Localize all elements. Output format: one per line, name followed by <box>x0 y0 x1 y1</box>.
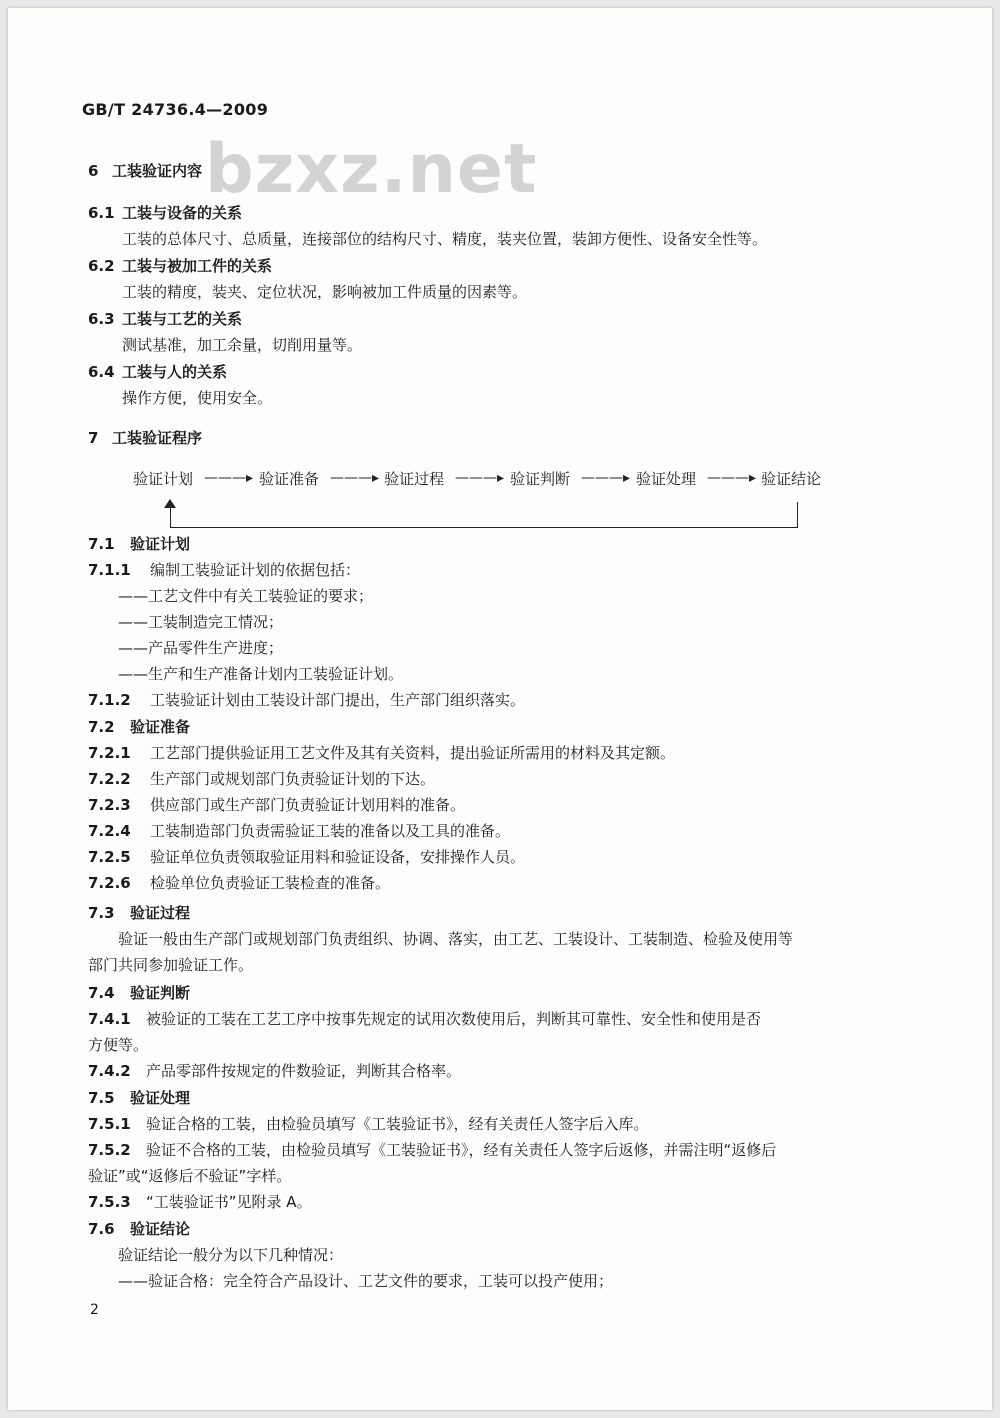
list-item: ——工装制造完工情况； <box>118 613 284 631</box>
clause-text: 验证不合格的工装，由检验员填写《工装验证书》，经有关责任人签字后返修，并需注明“返修后 <box>146 1141 777 1159</box>
clause-title: 工装与被加工件的关系 <box>122 257 273 275</box>
clause-title: 验证计划 <box>130 535 191 553</box>
clause-text: 被验证的工装在工艺工序中按事先规定的试用次数使用后，判断其可靠性、安全性和使用是否 <box>146 1010 762 1028</box>
clause-7-2-1 <box>88 742 675 763</box>
clause-number: 7.2.4 <box>88 822 131 840</box>
clause-number: 6.1 <box>88 204 115 222</box>
clause-7-4-2 <box>88 1060 461 1081</box>
clause-text: 编制工装验证计划的依据包括： <box>150 561 361 579</box>
clause-7-2-heading <box>88 716 190 737</box>
clause-6-2-text: 工装的精度，装夹、定位状况，影响被加工件质量的因素等。 <box>122 283 528 301</box>
flow-feedback-arrowhead <box>164 499 176 508</box>
clause-text: 产品零部件按规定的件数验证，判断其合格率。 <box>146 1062 462 1080</box>
section-number: 6 <box>88 162 99 180</box>
flow-step-prepare: 验证准备 <box>259 470 320 488</box>
watermark: bzxz.net <box>205 130 538 209</box>
clause-7-2-6 <box>88 872 390 893</box>
clause-7-5-2-line2: 验证”或“返修后不验证”字样。 <box>88 1167 292 1185</box>
clause-7-4-heading <box>88 982 190 1003</box>
clause-number: 7.2 <box>88 718 115 736</box>
clause-title: 验证判断 <box>130 984 191 1002</box>
clause-6-4-text: 操作方便，使用安全。 <box>122 389 273 407</box>
clause-number: 7.1.2 <box>88 691 131 709</box>
flow-step-judge: 验证判断 <box>510 470 571 488</box>
clause-number: 7.6 <box>88 1220 115 1238</box>
list-item: ——工艺文件中有关工装验证的要求； <box>118 587 374 605</box>
section-7-heading <box>88 427 202 448</box>
clause-number: 7.2.6 <box>88 874 131 892</box>
clause-text: 检验单位负责验证工装检查的准备。 <box>150 874 391 892</box>
clause-7-6-intro: 验证结论一般分为以下几种情况： <box>118 1246 344 1264</box>
clause-7-1-2 <box>88 689 525 710</box>
clause-text: 生产部门或规划部门负责验证计划的下达。 <box>150 770 436 788</box>
clause-6-3-heading <box>88 308 242 329</box>
flow-step-plan: 验证计划 <box>133 470 194 488</box>
clause-text: 工装验证计划由工装设计部门提出，生产部门组织落实。 <box>150 691 526 709</box>
clause-number: 7.5.3 <box>88 1193 131 1211</box>
clause-text: 验证合格的工装，由检验员填写《工装验证书》，经有关责任人签字后入库。 <box>146 1115 649 1133</box>
standard-number: GB/T 24736.4—2009 <box>82 100 269 119</box>
clause-7-3-text-line1: 验证一般由生产部门或规划部门负责组织、协调、落实，由工艺、工装设计、工装制造、检验及使用等 <box>118 930 794 948</box>
clause-title: 工装与工艺的关系 <box>122 310 243 328</box>
clause-number: 7.5.1 <box>88 1115 131 1133</box>
clause-7-3-text-line2: 部门共同参加验证工作。 <box>88 956 254 974</box>
flow-step-handle: 验证处理 <box>636 470 697 488</box>
clause-7-2-5 <box>88 846 525 867</box>
clause-number: 7.1 <box>88 535 115 553</box>
clause-number: 7.5.2 <box>88 1141 131 1159</box>
clause-number: 7.2.2 <box>88 770 131 788</box>
section-title: 工装验证程序 <box>112 429 203 447</box>
clause-6-3-text: 测试基准，加工余量，切削用量等。 <box>122 336 363 354</box>
section-number: 7 <box>88 429 99 447</box>
clause-7-5-heading <box>88 1087 190 1108</box>
list-item: ——产品零件生产进度； <box>118 639 284 657</box>
clause-number: 7.2.5 <box>88 848 131 866</box>
clause-6-1-heading <box>88 202 242 223</box>
clause-7-2-3 <box>88 794 465 815</box>
clause-7-4-1 <box>88 1008 761 1029</box>
clause-6-1-text: 工装的总体尺寸、总质量，连接部位的结构尺寸、精度，装夹位置，装卸方便性、设备安全性等。 <box>122 230 768 248</box>
clause-number: 7.5 <box>88 1089 115 1107</box>
flow-arrow: ———▸ <box>455 470 505 486</box>
flow-step-conclusion: 验证结论 <box>761 470 822 488</box>
flow-arrow: ———▸ <box>581 470 631 486</box>
list-item: ——验证合格：完全符合产品设计、工艺文件的要求，工装可以投产使用； <box>118 1272 614 1290</box>
flow-arrow: ———▸ <box>204 470 254 486</box>
clause-7-4-1-line2: 方便等。 <box>88 1036 149 1054</box>
clause-6-4-heading <box>88 361 227 382</box>
clause-text: 工艺部门提供验证用工艺文件及其有关资料，提出验证所需用的材料及其定额。 <box>150 744 676 762</box>
section-6-heading <box>88 160 202 181</box>
clause-number: 6.2 <box>88 257 115 275</box>
clause-number: 7.4 <box>88 984 115 1002</box>
flow-feedback-line <box>170 502 798 528</box>
clause-number: 7.1.1 <box>88 561 131 579</box>
flow-step-process: 验证过程 <box>384 470 445 488</box>
clause-text: 供应部门或生产部门负责验证计划用料的准备。 <box>150 796 466 814</box>
clause-title: 验证准备 <box>130 718 191 736</box>
clause-7-6-heading <box>88 1218 190 1239</box>
clause-number: 7.4.2 <box>88 1062 131 1080</box>
clause-title: 工装与人的关系 <box>122 363 228 381</box>
flow-arrow: ———▸ <box>330 470 380 486</box>
clause-text: “工装验证书”见附录 A。 <box>146 1193 312 1211</box>
page-number: 2 <box>90 1302 99 1318</box>
clause-title: 验证结论 <box>130 1220 191 1238</box>
clause-title: 工装与设备的关系 <box>122 204 243 222</box>
flow-arrow: ———▸ <box>707 470 757 486</box>
clause-7-1-heading <box>88 533 190 554</box>
clause-title: 验证处理 <box>130 1089 191 1107</box>
clause-number: 6.3 <box>88 310 115 328</box>
clause-number: 7.3 <box>88 904 115 922</box>
clause-7-2-2 <box>88 768 435 789</box>
clause-title: 验证过程 <box>130 904 191 922</box>
clause-number: 6.4 <box>88 363 115 381</box>
clause-number: 7.4.1 <box>88 1010 131 1028</box>
clause-text: 验证单位负责领取验证用料和验证设备，安排操作人员。 <box>150 848 526 866</box>
clause-7-1-1 <box>88 559 360 580</box>
clause-7-2-4 <box>88 820 510 841</box>
clause-7-5-3 <box>88 1191 312 1212</box>
list-item: ——生产和生产准备计划内工装验证计划。 <box>118 665 404 683</box>
clause-number: 7.2.3 <box>88 796 131 814</box>
clause-7-3-heading <box>88 902 190 923</box>
clause-6-2-heading <box>88 255 272 276</box>
section-title: 工装验证内容 <box>112 162 203 180</box>
clause-number: 7.2.1 <box>88 744 131 762</box>
clause-7-5-2 <box>88 1139 776 1160</box>
clause-text: 工装制造部门负责需验证工装的准备以及工具的准备。 <box>150 822 511 840</box>
clause-7-5-1 <box>88 1113 649 1134</box>
